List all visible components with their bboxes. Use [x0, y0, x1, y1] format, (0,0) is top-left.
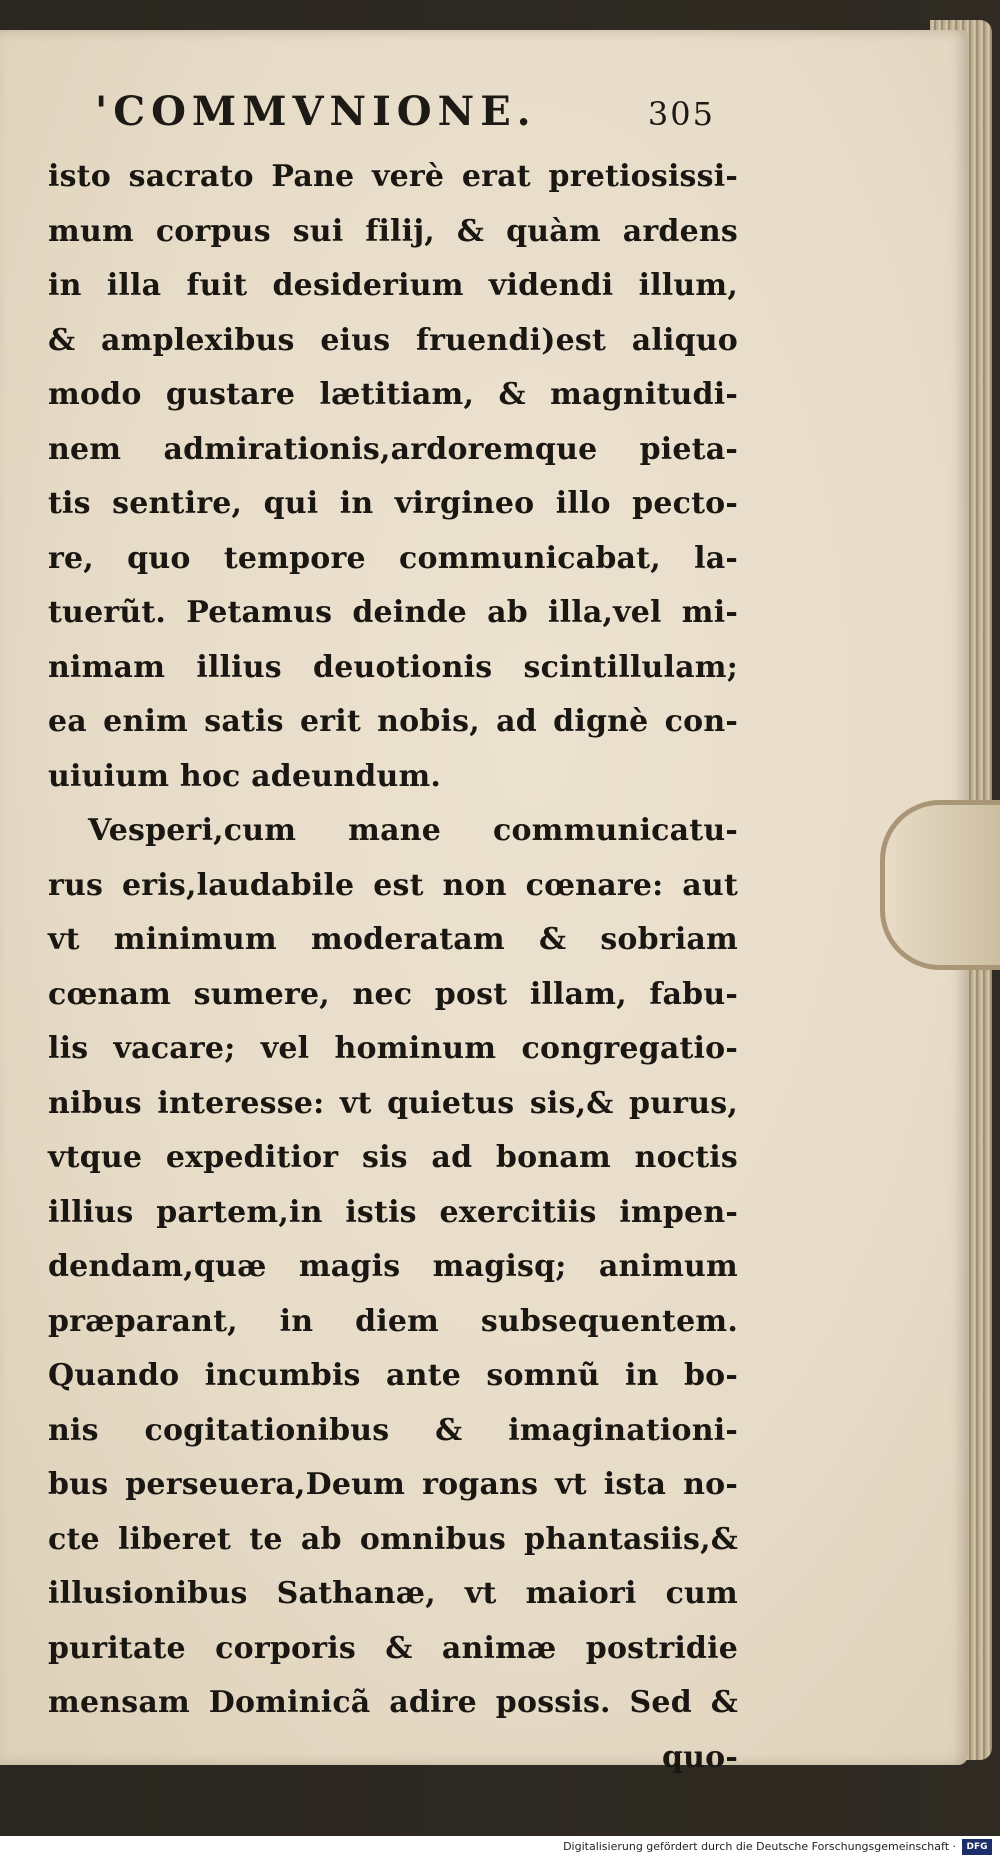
text-line: & amplexibus eius fruendi)est aliquo — [48, 322, 738, 358]
text-line: ea enim satis erit nobis, ad dignè con- — [48, 704, 738, 739]
text-line: puritate corporis & animæ postridie — [48, 1630, 738, 1666]
text-line: vtque expeditior sis ad bonam noctis — [48, 1140, 738, 1175]
text-line: Vesperi,cum mane communicatu- — [88, 813, 738, 848]
text-line: nis cogitationibus & imaginationi- — [48, 1412, 738, 1448]
text-line: dendam,quæ magis magisq; animum — [48, 1249, 738, 1284]
footer-bar — [0, 1836, 1000, 1860]
text-line: bus perseuera,Deum rogans vt ista no- — [48, 1467, 738, 1502]
body-text — [48, 150, 738, 1785]
page-number: 305 — [647, 95, 715, 133]
text-line: mum corpus sui filij, & quàm ardens — [48, 213, 738, 249]
dfg-logo: DFG — [962, 1839, 992, 1855]
text-line: modo gustare lætitiam, & magnitudi- — [48, 377, 738, 412]
funding-credit: Digitalisierung gefördert durch die Deutsche Forschungsgemeinschaft · — [563, 1840, 956, 1853]
text-line: illius partem,in istis exercitiis impen- — [48, 1194, 738, 1230]
text-line: vt minimum moderatam & sobriam — [48, 922, 738, 957]
text-line: uiuium hoc adeundum. — [48, 758, 442, 794]
text-line: præparant, in diem subsequentem. — [48, 1303, 738, 1339]
running-head — [95, 88, 715, 135]
running-head-title: 'COMMVNIONE. — [95, 88, 537, 135]
text-line: mensam Dominicã adire possis. Sed & — [48, 1685, 738, 1720]
text-line: illusionibus Sathanæ, vt maiori cum — [48, 1576, 738, 1611]
text-line: cte liberet te ab omnibus phantasiis,& — [48, 1521, 738, 1557]
text-line: nimam illius deuotionis scintillulam; — [48, 649, 738, 685]
text-line: tis sentire, qui in virgineo illo pecto- — [48, 486, 738, 521]
text-line: re, quo tempore communicabat, la- — [48, 540, 738, 576]
text-line: isto sacrato Pane verè erat pretiosissi- — [48, 159, 738, 194]
text-line: nem admirationis,ardoremque pieta- — [48, 431, 738, 467]
text-line: rus eris,laudabile est non cœnare: aut — [48, 867, 738, 903]
catchword: quo- — [661, 1739, 738, 1775]
text-line: lis vacare; vel hominum congregatio- — [48, 1031, 738, 1066]
text-line: cœnam sumere, nec post illam, fabu- — [48, 976, 738, 1012]
text-line: in illa fuit desiderium videndi illum, — [48, 268, 738, 303]
book-clasp — [880, 800, 1000, 970]
text-line: Quando incumbis ante somnũ in bo- — [48, 1358, 738, 1393]
text-line: nibus interesse: vt quietus sis,& purus, — [48, 1085, 738, 1121]
text-line: tuerũt. Petamus deinde ab illa,vel mi- — [48, 595, 738, 630]
